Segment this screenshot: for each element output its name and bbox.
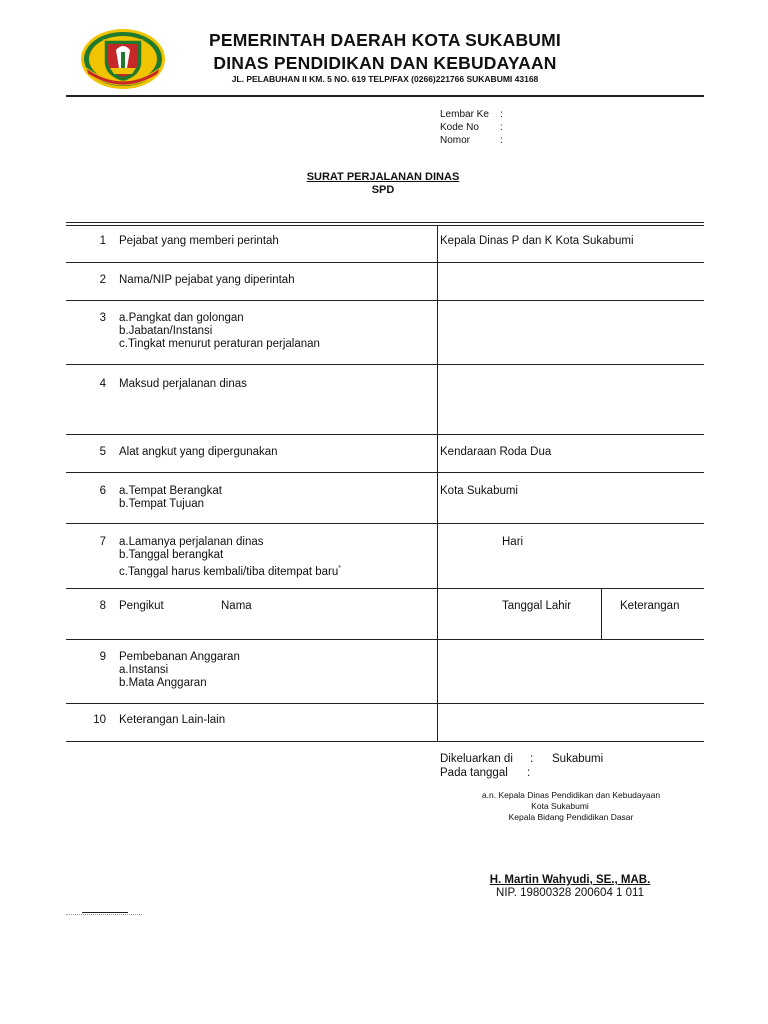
row-label: b.Tempat Tujuan xyxy=(119,498,205,510)
column-keterangan: Keterangan xyxy=(620,600,680,612)
row-number: 4 xyxy=(99,378,106,390)
row-label: Keterangan Lain-lain xyxy=(119,714,226,726)
asterisk-note: * xyxy=(338,565,341,572)
row-number: 5 xyxy=(99,446,106,458)
table-column-divider xyxy=(437,225,438,741)
row-number: 6 xyxy=(99,485,106,497)
row-number: 7 xyxy=(99,536,106,548)
row-value: Hari xyxy=(502,536,524,548)
table-row-divider xyxy=(66,703,704,704)
row-value: Kendaraan Roda Dua xyxy=(440,446,552,458)
column-nama: Nama xyxy=(221,600,252,612)
table-row-divider xyxy=(66,434,704,435)
row-label: b.Jabatan/Instansi xyxy=(119,325,213,337)
table-row-divider xyxy=(66,262,704,263)
issued-place-sep: : xyxy=(530,753,534,765)
header-divider xyxy=(66,95,704,97)
row-label: Pengikut xyxy=(119,600,164,612)
table-column-divider-ket xyxy=(601,588,602,639)
row-label: c.Tanggal harus kembali/tiba ditempat baru* xyxy=(119,565,341,578)
signatory-line-3: Kepala Bidang Pendidikan Dasar xyxy=(508,812,634,822)
row-number: 2 xyxy=(99,274,106,286)
document-subtitle: SPD xyxy=(371,184,395,196)
issued-date-label: Pada tanggal xyxy=(440,767,508,779)
row-value: Kota Sukabumi xyxy=(440,485,518,497)
row-label: Alat angkut yang dipergunakan xyxy=(119,446,278,458)
footnote-line-faint xyxy=(66,914,142,915)
row-label: b.Mata Anggaran xyxy=(119,677,207,689)
footnote-line xyxy=(82,912,128,913)
table-row-divider xyxy=(66,523,704,524)
row-label: a.Pangkat dan golongan xyxy=(119,312,244,324)
table-top-border-inner xyxy=(66,225,704,226)
city-crest-icon xyxy=(80,28,166,90)
issued-place-label: Dikeluarkan di xyxy=(440,753,513,765)
row-label: a.Lamanya perjalanan dinas xyxy=(119,536,264,548)
document-title: SURAT PERJALANAN DINAS xyxy=(306,171,460,183)
row-number: 1 xyxy=(99,235,106,247)
row-label: Pejabat yang memberi perintah xyxy=(119,235,279,247)
signatory-name: H. Martin Wahyudi, SE., MAB. xyxy=(489,874,651,886)
meta-nomor: Nomor : xyxy=(440,135,503,146)
header-government-name: PEMERINTAH DAERAH KOTA SUKABUMI xyxy=(209,30,561,50)
issued-place-value: Sukabumi xyxy=(552,753,604,765)
row-number: 9 xyxy=(99,651,106,663)
row-label: c.Tingkat menurut peraturan perjalanan xyxy=(119,338,320,350)
row-value: Kepala Dinas P dan K Kota Sukabumi xyxy=(440,235,634,247)
table-top-border xyxy=(66,222,704,223)
table-row-divider xyxy=(66,472,704,473)
row-label: b.Tanggal berangkat xyxy=(119,549,224,561)
table-bottom-border xyxy=(66,741,704,742)
table-row-divider xyxy=(66,588,704,589)
row-number: 10 xyxy=(93,714,106,726)
row-label: a.Instansi xyxy=(119,664,169,676)
row-number: 8 xyxy=(99,600,106,612)
meta-kode-no: Kode No : xyxy=(440,122,503,133)
table-row-divider xyxy=(66,364,704,365)
row-label: a.Tempat Berangkat xyxy=(119,485,222,497)
row-label: Maksud perjalanan dinas xyxy=(119,378,247,390)
signatory-nip: NIP. 19800328 200604 1 011 xyxy=(496,887,644,899)
row-label: Nama/NIP pejabat yang diperintah xyxy=(119,274,295,286)
column-tanggal-lahir: Tanggal Lahir xyxy=(502,600,572,612)
row-label: Pembebanan Anggaran xyxy=(119,651,240,663)
signatory-line-2: Kota Sukabumi xyxy=(531,801,589,811)
row-number: 3 xyxy=(99,312,106,324)
table-row-divider xyxy=(66,639,704,640)
header-department-name: DINAS PENDIDIKAN DAN KEBUDAYAAN xyxy=(213,53,557,73)
table-row-divider xyxy=(66,300,704,301)
signatory-line-1: a.n. Kepala Dinas Pendidikan dan Kebudayaan xyxy=(481,790,661,800)
issued-date-sep: : xyxy=(527,767,531,779)
meta-lembar-ke: Lembar Ke : xyxy=(440,109,503,120)
header-address: JL. PELABUHAN II KM. 5 NO. 619 TELP/FAX (0266)221766 SUKABUMI 43168 xyxy=(231,74,539,84)
